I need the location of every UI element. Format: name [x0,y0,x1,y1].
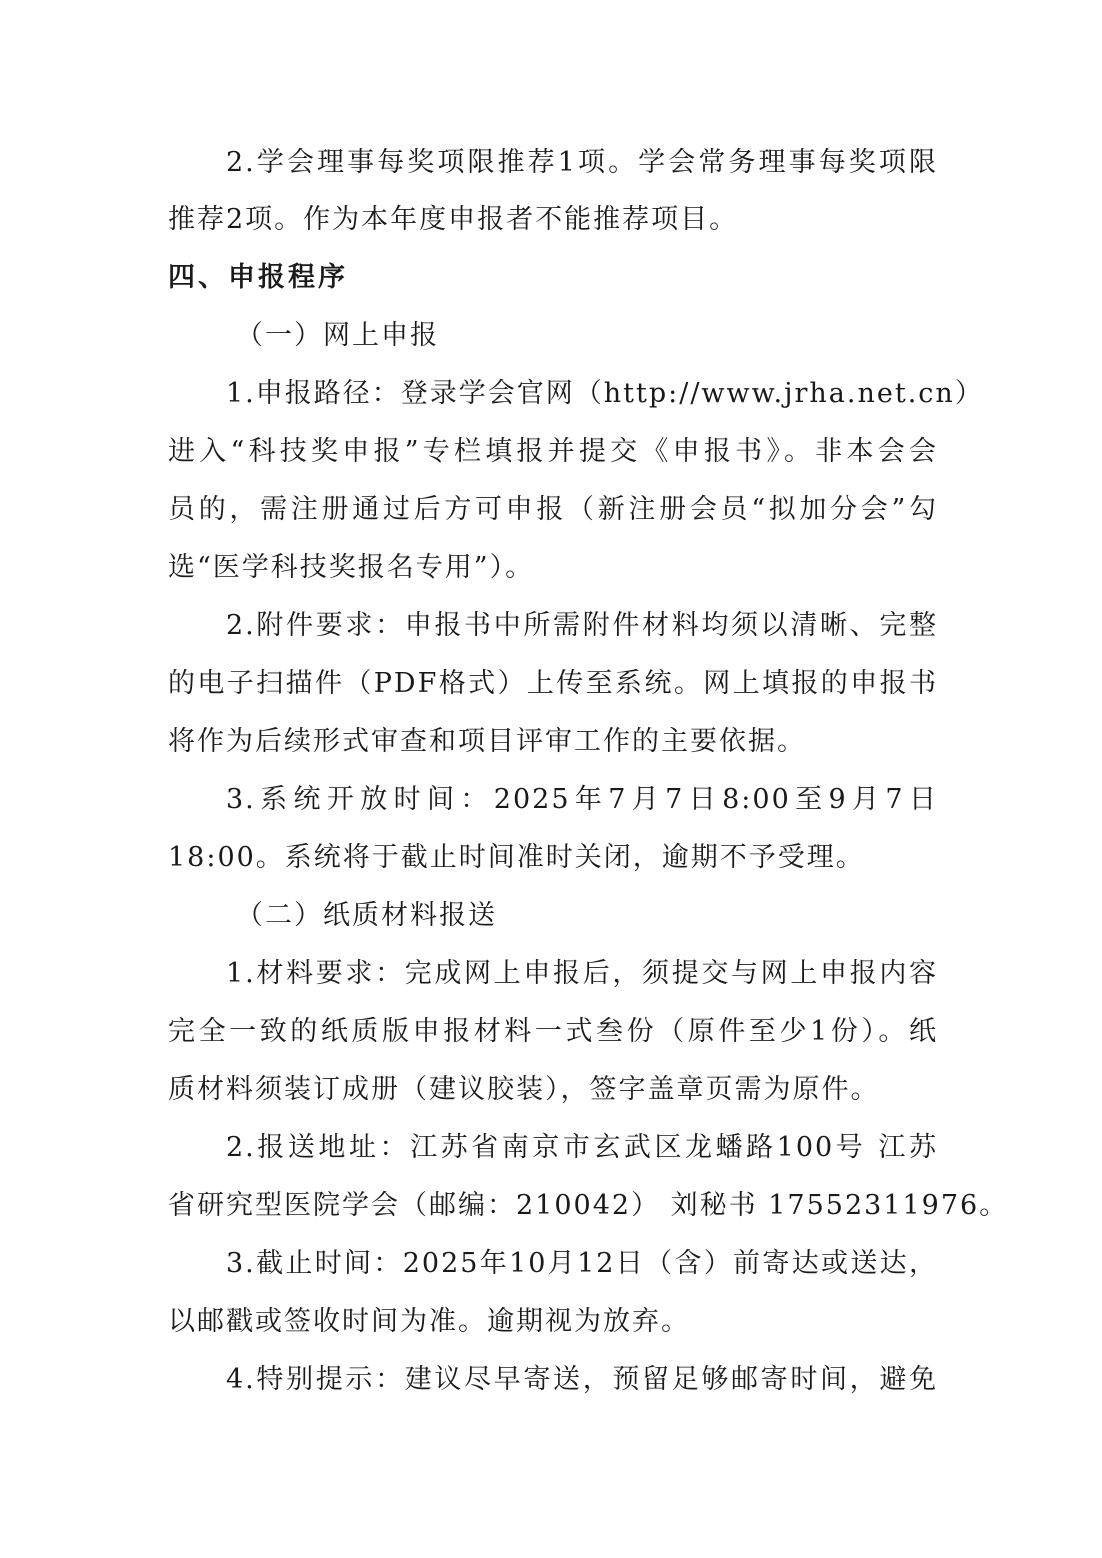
paragraph-application-path-line-2: 进入“科技奖申报”专栏填报并提交《申报书》。非本会会 [168,436,938,467]
paragraph-material-requirements-line-3: 质材料须装订成册（建议胶装），签字盖章页需为原件。 [168,1074,880,1105]
paragraph-application-path-line-1: 1.申报路径：登录学会官网（http://www.jrha.net.cn） [226,378,984,409]
paragraph-deadline-line-2: 以邮戳或签收时间为准。逾期视为放弃。 [168,1306,690,1337]
paragraph-special-notice-line-1: 4.特别提示：建议尽早寄送，预留足够邮寄时间，避免 [226,1364,938,1395]
paragraph-application-path-line-4: 选“医学科技奖报名专用”）。 [168,552,535,583]
paragraph-attachment-requirements-line-2: 的电子扫描件（PDF格式）上传至系统。网上填报的申报书 [168,668,938,699]
document-page [168,0,1009,1558]
subsection-heading-online-application: （一）网上申报 [236,320,439,351]
paragraph-deadline-line-1: 3.截止时间：2025年10月12日（含）前寄达或送达， [226,1248,938,1279]
paragraph-recommend-limit-line-2: 推荐2项。作为本年度申报者不能推荐项目。 [168,204,739,235]
paragraph-recommend-limit-line-1: 2.学会理事每奖项限推荐1项。学会常务理事每奖项限 [226,147,938,178]
paragraph-attachment-requirements-line-3: 将作为后续形式审查和项目评审工作的主要依据。 [168,726,806,757]
paragraph-submission-address-line-1: 2.报送地址：江苏省南京市玄武区龙蟠路100号 江苏 [226,1132,938,1163]
paragraph-material-requirements-line-1: 1.材料要求：完成网上申报后，须提交与网上申报内容 [226,958,938,989]
section-heading-application-procedure: 四、申报程序 [168,262,348,293]
subsection-heading-paper-materials: （二）纸质材料报送 [236,900,497,931]
paragraph-material-requirements-line-2: 完全一致的纸质版申报材料一式叁份（原件至少1份）。纸 [168,1016,938,1047]
paragraph-system-open-time-line-2: 18:00。系统将于截止时间准时关闭，逾期不予受理。 [168,842,865,873]
paragraph-attachment-requirements-line-1: 2.附件要求：申报书中所需附件材料均须以清晰、完整 [226,610,938,641]
paragraph-system-open-time-line-1: 3.系统开放时间：2025年7月7日8:00至9月7日 [226,784,938,815]
paragraph-application-path-line-3: 员的，需注册通过后方可申报（新注册会员“拟加分会”勾 [168,494,938,525]
paragraph-submission-address-line-2: 省研究型医院学会（邮编：210042） 刘秘书 17552311976。 [168,1190,1009,1221]
